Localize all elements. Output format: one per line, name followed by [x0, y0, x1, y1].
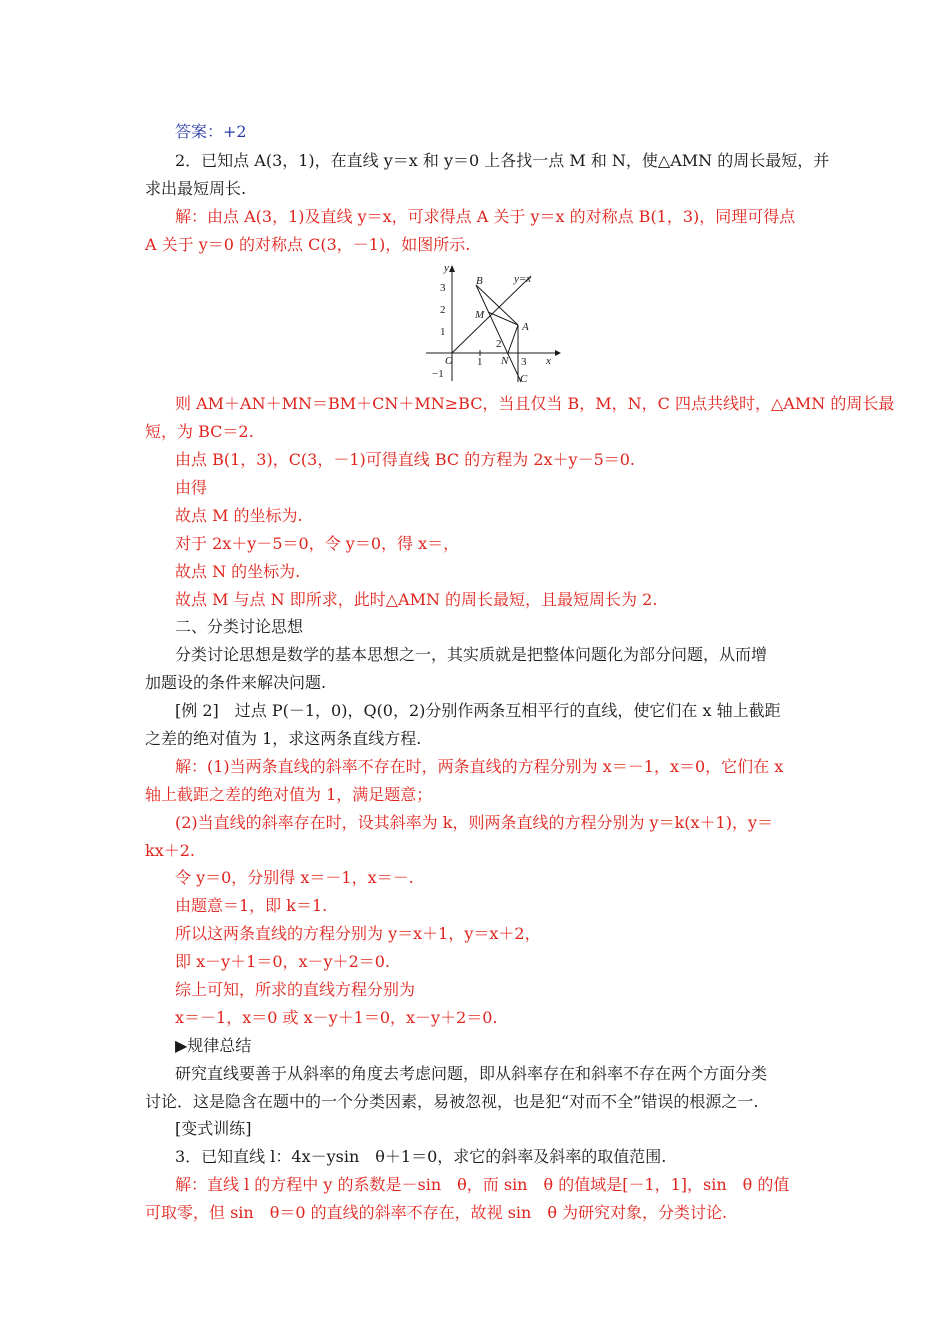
rule-summary-line-2: 讨论．这是隐含在题中的一个分类因素，易被忽视，也是犯“对而不全”错误的根源之一.	[145, 1092, 759, 1111]
variant-training-heading: [变式训练]	[175, 1119, 252, 1138]
y-axis-label: y	[444, 262, 449, 274]
segment-na	[508, 325, 518, 353]
rule-summary-line-1: 研究直线要善于从斜率的角度去考虑问题，即从斜率存在和斜率不存在两个方面分类	[175, 1064, 768, 1083]
solution-2-line-3: 则 AM＋AN＋MN＝BM＋CN＋MN≥BC，当且仅当 B，M，N，C 四点共线时，△AMN 的周长最	[175, 394, 895, 413]
ex2-solution-line-4: kx＋2.	[145, 841, 195, 860]
tick-label-y1: 1	[440, 326, 446, 338]
y-axis-arrow-icon	[449, 265, 455, 272]
tick-label-y3: 3	[440, 282, 446, 294]
solution-3-line-1: 解：直线 l 的方程中 y 的系数是－sin θ，而 sin θ 的值域是[－1，1]，sin θ 的值	[175, 1175, 790, 1194]
solution-2-line-7: 故点 M 的坐标为.	[175, 506, 303, 525]
rule-summary-heading: ▶规律总结	[175, 1036, 252, 1055]
x-axis-arrow-icon	[555, 350, 561, 356]
question-2-line-1: 2．已知点 A(3，1)，在直线 y＝x 和 y＝0 上各找一点 M 和 N，使△AMN 的周长最短，并	[175, 151, 830, 170]
ex2-solution-line-1: 解：(1)当两条直线的斜率不存在时，两条直线的方程分别为 x＝－1，x＝0，它们在 x	[175, 757, 784, 776]
line-y-equals-x	[452, 276, 531, 353]
point-n-label: N	[501, 355, 509, 367]
paragraph-1-line-2: 加题设的条件来解决问题.	[145, 673, 327, 692]
solution-2-line-1: 解：由点 A(3，1)及直线 y＝x，可求得点 A 关于 y＝x 的对称点 B(1，3)，同理可得点	[175, 207, 796, 226]
solution-2-line-6: 由得	[175, 478, 208, 497]
tick-label-y2: 2	[440, 304, 446, 316]
ex2-solution-line-6: 由题意＝1，即 k＝1.	[175, 896, 328, 915]
answer-line: 答案：+2	[175, 122, 247, 141]
question-3: 3．已知直线 l：4x－ysin θ＋1＝0，求它的斜率及斜率的取值范围.	[175, 1147, 667, 1166]
tick-label-x1: 1	[477, 356, 483, 368]
tick-label-x2: 2	[496, 338, 502, 350]
section-heading: 二、分类讨论思想	[175, 617, 304, 636]
example-2-line-1: [例 2] 过点 P(－1，0)，Q(0，2)分别作两条互相平行的直线，使它们在 x 轴上截距	[175, 701, 781, 720]
ex2-solution-line-10: x＝－1，x＝0 或 x－y＋1＝0，x－y＋2＝0.	[175, 1008, 498, 1027]
point-m-label: M	[475, 309, 485, 321]
solution-2-line-5: 由点 B(1，3)，C(3，－1)可得直线 BC 的方程为 2x＋y－5＝0.	[175, 450, 636, 469]
solution-2-line-9: 故点 N 的坐标为.	[175, 562, 301, 581]
ex2-solution-line-3: (2)当直线的斜率存在时，设其斜率为 k，则两条直线的方程分别为 y＝k(x＋1)，y＝	[175, 813, 773, 832]
ex2-solution-line-5: 令 y＝0，分别得 x＝－1，x＝－.	[175, 868, 414, 887]
line-label: y=x	[514, 273, 532, 285]
solution-2-line-2: A 关于 y＝0 的对称点 C(3，－1)，如图所示.	[145, 235, 471, 254]
ex2-solution-line-9: 综上可知，所求的直线方程分别为	[175, 980, 416, 999]
point-b-label: B	[476, 275, 483, 287]
solution-3-line-2: 可取零，但 sin θ＝0 的直线的斜率不存在，故视 sin θ 为研究对象，分类讨论.	[145, 1203, 728, 1222]
tick-label-x3: 3	[521, 356, 527, 368]
solution-2-line-8: 对于 2x＋y－5＝0，令 y＝0，得 x＝，	[175, 534, 460, 553]
example-2-line-2: 之差的绝对值为 1，求这两条直线方程.	[145, 729, 422, 748]
ex2-solution-line-2: 轴上截距之差的绝对值为 1，满足题意；	[145, 785, 433, 804]
paragraph-1-line-1: 分类讨论思想是数学的基本思想之一，其实质就是把整体问题化为部分问题，从而增	[175, 645, 768, 664]
geometry-figure	[418, 262, 562, 388]
segment-ma	[488, 312, 518, 325]
ex2-solution-line-8: 即 x－y＋1＝0，x－y＋2＝0.	[175, 952, 391, 971]
solution-2-line-10: 故点 M 与点 N 即所求，此时△AMN 的周长最短，且最短周长为 2.	[175, 590, 658, 609]
question-2-line-2: 求出最短周长.	[145, 179, 247, 198]
x-axis-label: x	[546, 355, 551, 367]
point-a-label: A	[522, 321, 529, 333]
tick-label-ym1: −1	[432, 368, 444, 380]
point-c-label: C	[520, 373, 528, 385]
origin-label: O	[445, 355, 453, 367]
solution-2-line-4: 短，为 BC＝2.	[145, 422, 254, 441]
ex2-solution-line-7: 所以这两条直线的方程分别为 y＝x＋1，y＝x＋2，	[175, 924, 541, 943]
segment-bc	[476, 285, 521, 382]
